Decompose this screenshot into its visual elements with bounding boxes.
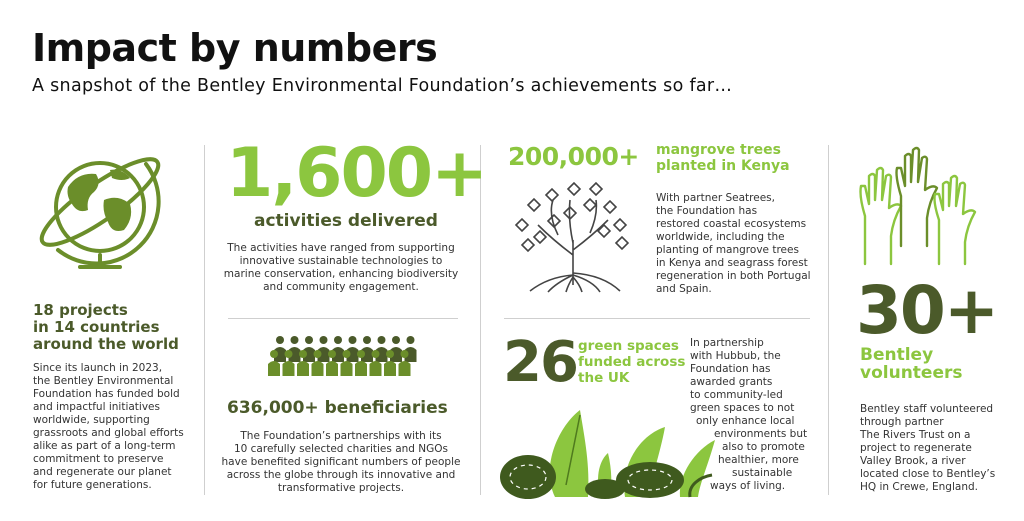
text-line: alike as part of a long-term — [33, 440, 176, 452]
text-line: restored coastal ecosystems — [656, 218, 807, 230]
text-line: only enhance local — [696, 415, 795, 427]
text-line: the Bentley Environmental — [33, 375, 174, 387]
text-line: ways of living. — [710, 480, 786, 492]
text-line: and regenerate our planet — [33, 466, 172, 478]
page-title: Impact by numbers — [32, 26, 438, 70]
text-line: The Rivers Trust on a — [860, 429, 971, 441]
text-line: Bentley staff volunteered — [860, 403, 994, 415]
mangrove-body — [656, 192, 816, 296]
page-subtitle: A snapshot of the Bentley Environmental Foundation’s achievements so far… — [32, 76, 733, 96]
text-line: worldwide, supporting — [33, 414, 150, 426]
globe-icon — [38, 142, 168, 277]
text-line: The Foundation’s partnerships with its — [240, 430, 442, 442]
activities-label: activities delivered — [254, 211, 438, 231]
projects-heading-line1: 18 projects — [33, 301, 128, 319]
text-line: the Foundation has — [656, 205, 758, 217]
green-spaces-number: 26 — [503, 330, 577, 395]
text-line: also to promote — [722, 441, 805, 453]
green-spaces-label-line1: green spaces — [578, 338, 679, 354]
text-line: and Spain. — [656, 283, 712, 295]
beneficiaries-body — [212, 430, 470, 495]
divider — [204, 145, 205, 495]
divider — [828, 145, 829, 495]
mangrove-label-line1: mangrove trees — [656, 142, 781, 158]
text-line: through partner — [860, 416, 944, 428]
text-line: 10 carefully selected charities and NGOs — [233, 443, 449, 455]
text-line: Foundation has — [690, 363, 771, 375]
text-line: Foundation has funded bold — [33, 388, 180, 400]
volunteers-label-line2: volunteers — [860, 363, 963, 383]
text-line: worldwide, including the — [656, 231, 785, 243]
text-line: and community engagement. — [263, 281, 419, 293]
text-line: in Kenya and seagrass forest — [656, 257, 808, 269]
text-line: In partnership — [690, 337, 764, 349]
text-line: with Hubbub, the — [690, 350, 781, 362]
text-line: to community-led — [690, 389, 783, 401]
text-line: awarded grants — [690, 376, 773, 388]
text-line: sustainable — [732, 467, 793, 479]
text-line: With partner Seatrees, — [656, 192, 775, 204]
text-line: across the globe through its innovative and — [226, 469, 456, 481]
text-line: located close to Bentley’s — [860, 468, 996, 480]
text-line: marine conservation, enhancing biodiversity — [223, 268, 459, 280]
green-spaces-label-line3: the UK — [578, 370, 630, 386]
text-line: Since its launch in 2023, — [33, 362, 163, 374]
volunteers-body — [860, 403, 1020, 494]
text-line: project to regenerate — [860, 442, 972, 454]
activities-number: 1,600+ — [226, 134, 487, 213]
text-line: innovative sustainable technologies to — [239, 255, 443, 267]
green-spaces-label-line2: funded across — [578, 354, 686, 370]
text-line: The activities have ranged from supporting — [227, 242, 455, 254]
volunteers-label-line1: Bentley — [860, 345, 934, 365]
text-line: planting of mangrove trees — [656, 244, 799, 256]
activities-body — [212, 242, 470, 294]
text-line: environments but — [714, 428, 808, 440]
projects-heading-line2: in 14 countries — [33, 318, 160, 336]
text-line: commitment to preserve — [33, 453, 164, 465]
raised-hands-icon — [855, 146, 985, 266]
projects-heading-line3: around the world — [33, 335, 179, 353]
mangrove-tree-icon — [508, 185, 638, 295]
mangrove-label-line2: planted in Kenya — [656, 158, 790, 174]
mangrove-number: 200,000+ — [508, 142, 639, 171]
text-line: and impactful initiatives — [33, 401, 160, 413]
text-line: grassroots and global efforts — [33, 427, 184, 439]
text-line: have benefited significant numbers of people — [221, 456, 461, 468]
text-line: for future generations. — [33, 479, 152, 491]
text-line: healthier, more — [718, 454, 799, 466]
people-crowd-icon — [268, 332, 416, 388]
projects-body — [33, 362, 198, 492]
text-line: transformative projects. — [277, 482, 405, 494]
text-line: HQ in Crewe, England. — [860, 481, 978, 493]
text-line: regeneration in both Portugal — [656, 270, 811, 282]
text-line: Valley Brook, a river — [860, 455, 966, 467]
text-line: green spaces to not — [690, 402, 795, 414]
divider — [504, 318, 810, 319]
beneficiaries-label: 636,000+ beneficiaries — [227, 398, 448, 418]
volunteers-number: 30+ — [856, 272, 998, 349]
green-spaces-body — [662, 337, 810, 493]
divider — [228, 318, 458, 319]
